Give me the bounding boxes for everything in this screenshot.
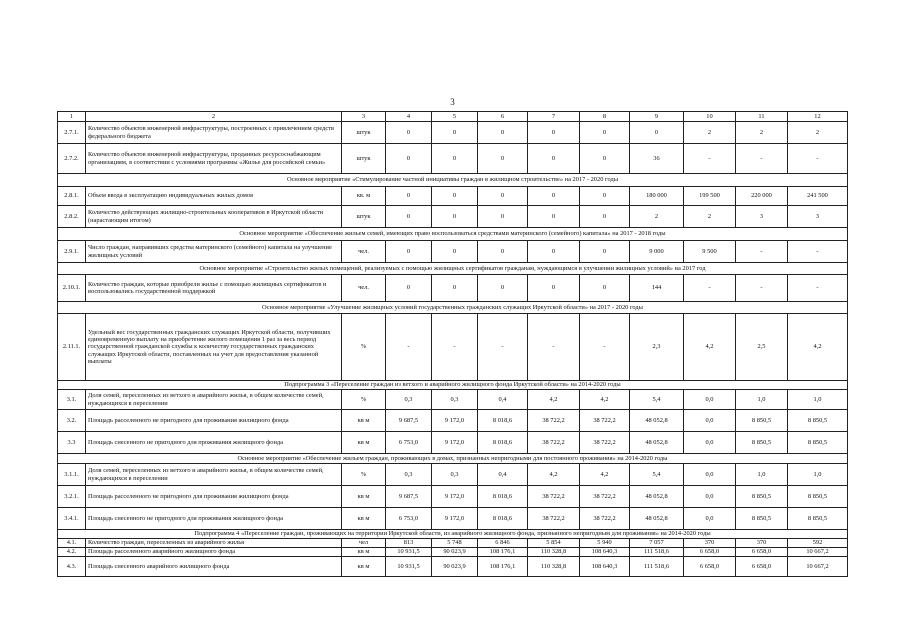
- value-col-5: 0: [432, 206, 478, 228]
- header-cell: 6: [478, 112, 528, 122]
- row-code: 2.8.1.: [58, 187, 86, 206]
- row-code: 2.9.1.: [58, 241, 86, 263]
- value-col-4: 0: [386, 206, 432, 228]
- value-col-7: 38 722,2: [528, 432, 580, 454]
- section-heading-row: [58, 530, 848, 539]
- value-col-4: 10 931,5: [386, 548, 432, 557]
- value-col-6: 0,4: [478, 464, 528, 486]
- value-col-8: 108 640,3: [580, 548, 630, 557]
- page-number: 3: [450, 97, 455, 107]
- value-col-5: 0,3: [432, 390, 478, 410]
- row-description: Площадь расселенного не пригодного для проживания жилищного фонда: [86, 486, 342, 508]
- value-col-8: 0: [580, 144, 630, 174]
- value-col-11: 1,0: [736, 464, 788, 486]
- value-col-8: 0: [580, 122, 630, 144]
- value-col-11: 8 850,5: [736, 486, 788, 508]
- value-col-4: 10 931,5: [386, 557, 432, 577]
- row-description: Объем ввода в эксплуатацию индивидуальных жилых домов: [86, 187, 342, 206]
- table-row: [58, 432, 848, 454]
- header-cell: 12: [788, 112, 848, 122]
- row-code: 2.8.2.: [58, 206, 86, 228]
- value-col-6: 0,4: [478, 390, 528, 410]
- value-col-12: -: [788, 275, 848, 302]
- table-row: [58, 314, 848, 381]
- value-col-9: 7 057: [630, 539, 684, 548]
- value-col-9: 48 052,8: [630, 432, 684, 454]
- value-col-6: 0: [478, 187, 528, 206]
- header-cell: 5: [432, 112, 478, 122]
- value-col-11: 6 658,0: [736, 557, 788, 577]
- table-row: [58, 206, 848, 228]
- indicators-table: [57, 111, 848, 577]
- value-col-7: 5 854: [528, 539, 580, 548]
- row-code: 4.1.: [58, 539, 86, 548]
- table-row: [58, 539, 848, 548]
- section-heading-row: [58, 263, 848, 275]
- row-description: Количество граждан, которые приобрели жилье с помощью жилищных сертификатов и воспользовались государственной поддержкой: [86, 275, 342, 302]
- row-code: 2.11.1.: [58, 314, 86, 381]
- value-col-10: 4,2: [684, 314, 736, 381]
- value-col-10: -: [684, 275, 736, 302]
- value-col-11: 8 850,5: [736, 432, 788, 454]
- table-row: [58, 144, 848, 174]
- value-col-10: 0,0: [684, 508, 736, 530]
- value-col-7: 0: [528, 275, 580, 302]
- value-col-9: 2,3: [630, 314, 684, 381]
- value-col-9: 144: [630, 275, 684, 302]
- value-col-11: 220 000: [736, 187, 788, 206]
- row-description: Количество объектов инженерной инфраструктуры, проданных ресурсоснабжающим организациям, в соответствии с условиями программы «Жилье для российской семьи»: [86, 144, 342, 174]
- section-heading-row: [58, 228, 848, 241]
- header-cell: 4: [386, 112, 432, 122]
- value-col-5: 5 748: [432, 539, 478, 548]
- value-col-7: 0: [528, 206, 580, 228]
- value-col-12: 3: [788, 206, 848, 228]
- header-row: [58, 112, 848, 122]
- value-col-12: -: [788, 144, 848, 174]
- value-col-9: 2: [630, 206, 684, 228]
- value-col-6: -: [478, 314, 528, 381]
- row-description: Количество объектов инженерной инфраструктуры, построенных с привлечением средств федерального бюджета: [86, 122, 342, 144]
- value-col-7: 4,2: [528, 464, 580, 486]
- value-col-4: 0: [386, 275, 432, 302]
- row-description: Площадь снесенного не пригодного для проживания жилищного фонда: [86, 508, 342, 530]
- value-col-11: 6 658,0: [736, 548, 788, 557]
- row-unit: кв м: [342, 508, 386, 530]
- row-description: Число граждан, направивших средства материнского (семейного) капитала на улучшение жилищных условий: [86, 241, 342, 263]
- header-cell: 7: [528, 112, 580, 122]
- section-heading-row: [58, 381, 848, 390]
- value-col-7: 4,2: [528, 390, 580, 410]
- value-col-9: 111 518,6: [630, 557, 684, 577]
- header-cell: 3: [342, 112, 386, 122]
- value-col-10: 0,0: [684, 486, 736, 508]
- value-col-8: -: [580, 314, 630, 381]
- value-col-6: 0: [478, 241, 528, 263]
- value-col-7: 0: [528, 241, 580, 263]
- value-col-4: 0,3: [386, 464, 432, 486]
- table-row: [58, 410, 848, 432]
- value-col-6: 108 176,1: [478, 548, 528, 557]
- row-unit: кв м: [342, 486, 386, 508]
- value-col-12: 8 850,5: [788, 410, 848, 432]
- row-description: Количество действующих жилищно-строительных кооперативов в Иркутской области (нарастающим итогом): [86, 206, 342, 228]
- value-col-10: 6 658,0: [684, 548, 736, 557]
- value-col-8: 0: [580, 241, 630, 263]
- value-col-10: 2: [684, 122, 736, 144]
- value-col-8: 0: [580, 187, 630, 206]
- value-col-6: 8 018,6: [478, 410, 528, 432]
- value-col-10: 0,0: [684, 410, 736, 432]
- table-row: [58, 486, 848, 508]
- value-col-4: -: [386, 314, 432, 381]
- section-heading: Основное мероприятие «Стимулирование частной инициативы граждан в жилищном строительстве» на 2017 - 2020 годы: [58, 174, 848, 187]
- row-code: 3.4.1.: [58, 508, 86, 530]
- row-code: 3.1.1.: [58, 464, 86, 486]
- table-row: [58, 557, 848, 577]
- value-col-9: 0: [630, 122, 684, 144]
- value-col-12: 4,2: [788, 314, 848, 381]
- value-col-12: 8 850,5: [788, 486, 848, 508]
- section-heading: Основное мероприятие «Строительство жилых помещений, реализуемых с помощью жилищных сертификатов гражданам, нуждающимся в улучшении жилищных условий» на 2017 год: [58, 263, 848, 275]
- value-col-4: 0: [386, 241, 432, 263]
- value-col-5: 0: [432, 275, 478, 302]
- value-col-4: 9 687,5: [386, 486, 432, 508]
- table-row: [58, 122, 848, 144]
- value-col-7: -: [528, 314, 580, 381]
- header-cell: 11: [736, 112, 788, 122]
- value-col-4: 813: [386, 539, 432, 548]
- row-unit: чел.: [342, 275, 386, 302]
- value-col-9: 5,4: [630, 390, 684, 410]
- header-cell: 9: [630, 112, 684, 122]
- row-code: 4.3.: [58, 557, 86, 577]
- value-col-8: 4,2: [580, 390, 630, 410]
- value-col-12: 592: [788, 539, 848, 548]
- value-col-8: 38 722,2: [580, 508, 630, 530]
- value-col-7: 38 722,2: [528, 486, 580, 508]
- row-unit: кв. м: [342, 187, 386, 206]
- value-col-5: 0: [432, 144, 478, 174]
- value-col-4: 0: [386, 144, 432, 174]
- value-col-12: 10 667,2: [788, 548, 848, 557]
- value-col-6: 8 018,6: [478, 486, 528, 508]
- value-col-5: 9 172,0: [432, 508, 478, 530]
- value-col-8: 5 940: [580, 539, 630, 548]
- value-col-6: 8 018,6: [478, 508, 528, 530]
- table-row: [58, 275, 848, 302]
- section-heading-row: [58, 302, 848, 314]
- value-col-4: 6 753,0: [386, 508, 432, 530]
- value-col-6: 0: [478, 122, 528, 144]
- value-col-8: 0: [580, 275, 630, 302]
- value-col-11: 2: [736, 122, 788, 144]
- row-description: Доля семей, переселенных из ветхого и аварийного жилья, в общем количестве семей, нуждающихся в переселении: [86, 464, 342, 486]
- table-row: [58, 464, 848, 486]
- value-col-5: -: [432, 314, 478, 381]
- table-row: [58, 548, 848, 557]
- row-unit: штук: [342, 144, 386, 174]
- row-unit: кв м: [342, 432, 386, 454]
- value-col-7: 0: [528, 122, 580, 144]
- value-col-5: 0,3: [432, 464, 478, 486]
- value-col-4: 0: [386, 122, 432, 144]
- row-description: Количество граждан, переселенных из аварийного жилья: [86, 539, 342, 548]
- value-col-7: 38 722,2: [528, 410, 580, 432]
- value-col-9: 111 518,6: [630, 548, 684, 557]
- value-col-7: 110 328,8: [528, 548, 580, 557]
- value-col-7: 38 722,2: [528, 508, 580, 530]
- value-col-10: 370: [684, 539, 736, 548]
- row-unit: кв м: [342, 548, 386, 557]
- row-code: 3.2.1.: [58, 486, 86, 508]
- row-description: Площадь снесенного аварийного жилищного фонда: [86, 557, 342, 577]
- value-col-12: -: [788, 241, 848, 263]
- section-heading: Основное мероприятие «Обеспечение жильем семей, имеющих право воспользоваться средствами материнского (семейного) капитала» на 2017 - 2018 годы: [58, 228, 848, 241]
- value-col-4: 9 687,5: [386, 410, 432, 432]
- value-col-5: 0: [432, 122, 478, 144]
- row-unit: штук: [342, 122, 386, 144]
- table-row: [58, 241, 848, 263]
- value-col-11: -: [736, 144, 788, 174]
- header-cell: 8: [580, 112, 630, 122]
- row-description: Удельный вес государственных гражданских служащих Иркутской области, получивших единовременную выплату на приобретение жилого помещения 1 раз за весь период государственной гражданской службы к количеству государственных гражданских служащих Иркутской области, поставленных на учет для предоставления указанной выплаты: [86, 314, 342, 381]
- row-code: 2.10.1.: [58, 275, 86, 302]
- header-cell: 10: [684, 112, 736, 122]
- row-unit: чел: [342, 539, 386, 548]
- value-col-10: -: [684, 144, 736, 174]
- value-col-5: 90 023,9: [432, 548, 478, 557]
- value-col-12: 10 667,2: [788, 557, 848, 577]
- value-col-9: 36: [630, 144, 684, 174]
- value-col-10: 2: [684, 206, 736, 228]
- value-col-8: 38 722,2: [580, 486, 630, 508]
- value-col-4: 6 753,0: [386, 432, 432, 454]
- header-cell: 2: [86, 112, 342, 122]
- value-col-5: 9 172,0: [432, 432, 478, 454]
- value-col-6: 8 018,6: [478, 432, 528, 454]
- row-unit: кв м: [342, 557, 386, 577]
- value-col-8: 4,2: [580, 464, 630, 486]
- value-col-9: 5,4: [630, 464, 684, 486]
- value-col-11: 1,0: [736, 390, 788, 410]
- section-heading-row: [58, 174, 848, 187]
- value-col-9: 48 052,8: [630, 410, 684, 432]
- value-col-9: 48 052,8: [630, 508, 684, 530]
- value-col-7: 0: [528, 144, 580, 174]
- value-col-5: 9 172,0: [432, 410, 478, 432]
- value-col-10: 0,0: [684, 464, 736, 486]
- value-col-5: 0: [432, 241, 478, 263]
- table-row: [58, 508, 848, 530]
- table-row: [58, 390, 848, 410]
- value-col-11: -: [736, 275, 788, 302]
- value-col-4: 0,3: [386, 390, 432, 410]
- row-unit: кв м: [342, 410, 386, 432]
- section-heading: Подпрограмма 4 «Переселение граждан, проживающих на территории Иркутской области, из аварийного жилищного фонда, признанного непригодным для проживания» на 2014-2020 годы: [58, 530, 848, 539]
- value-col-6: 0: [478, 206, 528, 228]
- row-code: 2.7.2.: [58, 144, 86, 174]
- row-unit: %: [342, 464, 386, 486]
- value-col-9: 48 052,8: [630, 486, 684, 508]
- row-description: Площадь расселенного не пригодного для проживания жилищного фонда: [86, 410, 342, 432]
- value-col-8: 0: [580, 206, 630, 228]
- value-col-10: 199 500: [684, 187, 736, 206]
- row-unit: штук: [342, 206, 386, 228]
- value-col-11: 8 850,5: [736, 508, 788, 530]
- row-unit: чел.: [342, 241, 386, 263]
- row-description: Площадь расселенного аварийного жилищного фонда: [86, 548, 342, 557]
- value-col-9: 180 000: [630, 187, 684, 206]
- value-col-8: 108 640,3: [580, 557, 630, 577]
- section-heading: Подпрограмма 3 «Переселение граждан из ветхого и аварийного жилищного фонда Иркутской области» на 2014-2020 годы: [58, 381, 848, 390]
- value-col-11: 2,5: [736, 314, 788, 381]
- value-col-8: 38 722,2: [580, 432, 630, 454]
- value-col-12: 1,0: [788, 390, 848, 410]
- value-col-7: 0: [528, 187, 580, 206]
- value-col-5: 0: [432, 187, 478, 206]
- value-col-11: 3: [736, 206, 788, 228]
- value-col-6: 6 846: [478, 539, 528, 548]
- value-col-12: 241 500: [788, 187, 848, 206]
- section-heading-row: [58, 454, 848, 464]
- value-col-6: 0: [478, 275, 528, 302]
- row-code: 4.2.: [58, 548, 86, 557]
- value-col-5: 9 172,0: [432, 486, 478, 508]
- value-col-9: 9 000: [630, 241, 684, 263]
- row-code: 3.2.: [58, 410, 86, 432]
- value-col-8: 38 722,2: [580, 410, 630, 432]
- table-row: [58, 187, 848, 206]
- value-col-10: 0,0: [684, 432, 736, 454]
- value-col-10: 0,0: [684, 390, 736, 410]
- row-code: 3.1.: [58, 390, 86, 410]
- value-col-7: 110 328,8: [528, 557, 580, 577]
- value-col-6: 108 176,1: [478, 557, 528, 577]
- value-col-12: 8 850,5: [788, 432, 848, 454]
- row-code: 3.3: [58, 432, 86, 454]
- row-description: Доля семей, переселенных из ветхого и аварийного жилья, в общем количестве семей, нуждающихся в переселении: [86, 390, 342, 410]
- row-unit: %: [342, 390, 386, 410]
- value-col-10: 6 658,0: [684, 557, 736, 577]
- value-col-11: 370: [736, 539, 788, 548]
- row-unit: %: [342, 314, 386, 381]
- value-col-10: 9 500: [684, 241, 736, 263]
- value-col-12: 1,0: [788, 464, 848, 486]
- value-col-11: -: [736, 241, 788, 263]
- section-heading: Основное мероприятие «Улучшение жилищных условий государственных гражданских служащих Иркутской области» на 2017 - 2020 годы: [58, 302, 848, 314]
- value-col-12: 8 850,5: [788, 508, 848, 530]
- section-heading: Основное мероприятие «Обеспечение жильем граждан, проживающих в домах, признанных непригодными для постоянного проживания» на 2014-2020 годы: [58, 454, 848, 464]
- value-col-6: 0: [478, 144, 528, 174]
- value-col-4: 0: [386, 187, 432, 206]
- value-col-11: 8 850,5: [736, 410, 788, 432]
- row-code: 2.7.1.: [58, 122, 86, 144]
- row-description: Площадь снесенного не пригодного для проживания жилищного фонда: [86, 432, 342, 454]
- header-cell: 1: [58, 112, 86, 122]
- value-col-5: 90 023,9: [432, 557, 478, 577]
- value-col-12: 2: [788, 122, 848, 144]
